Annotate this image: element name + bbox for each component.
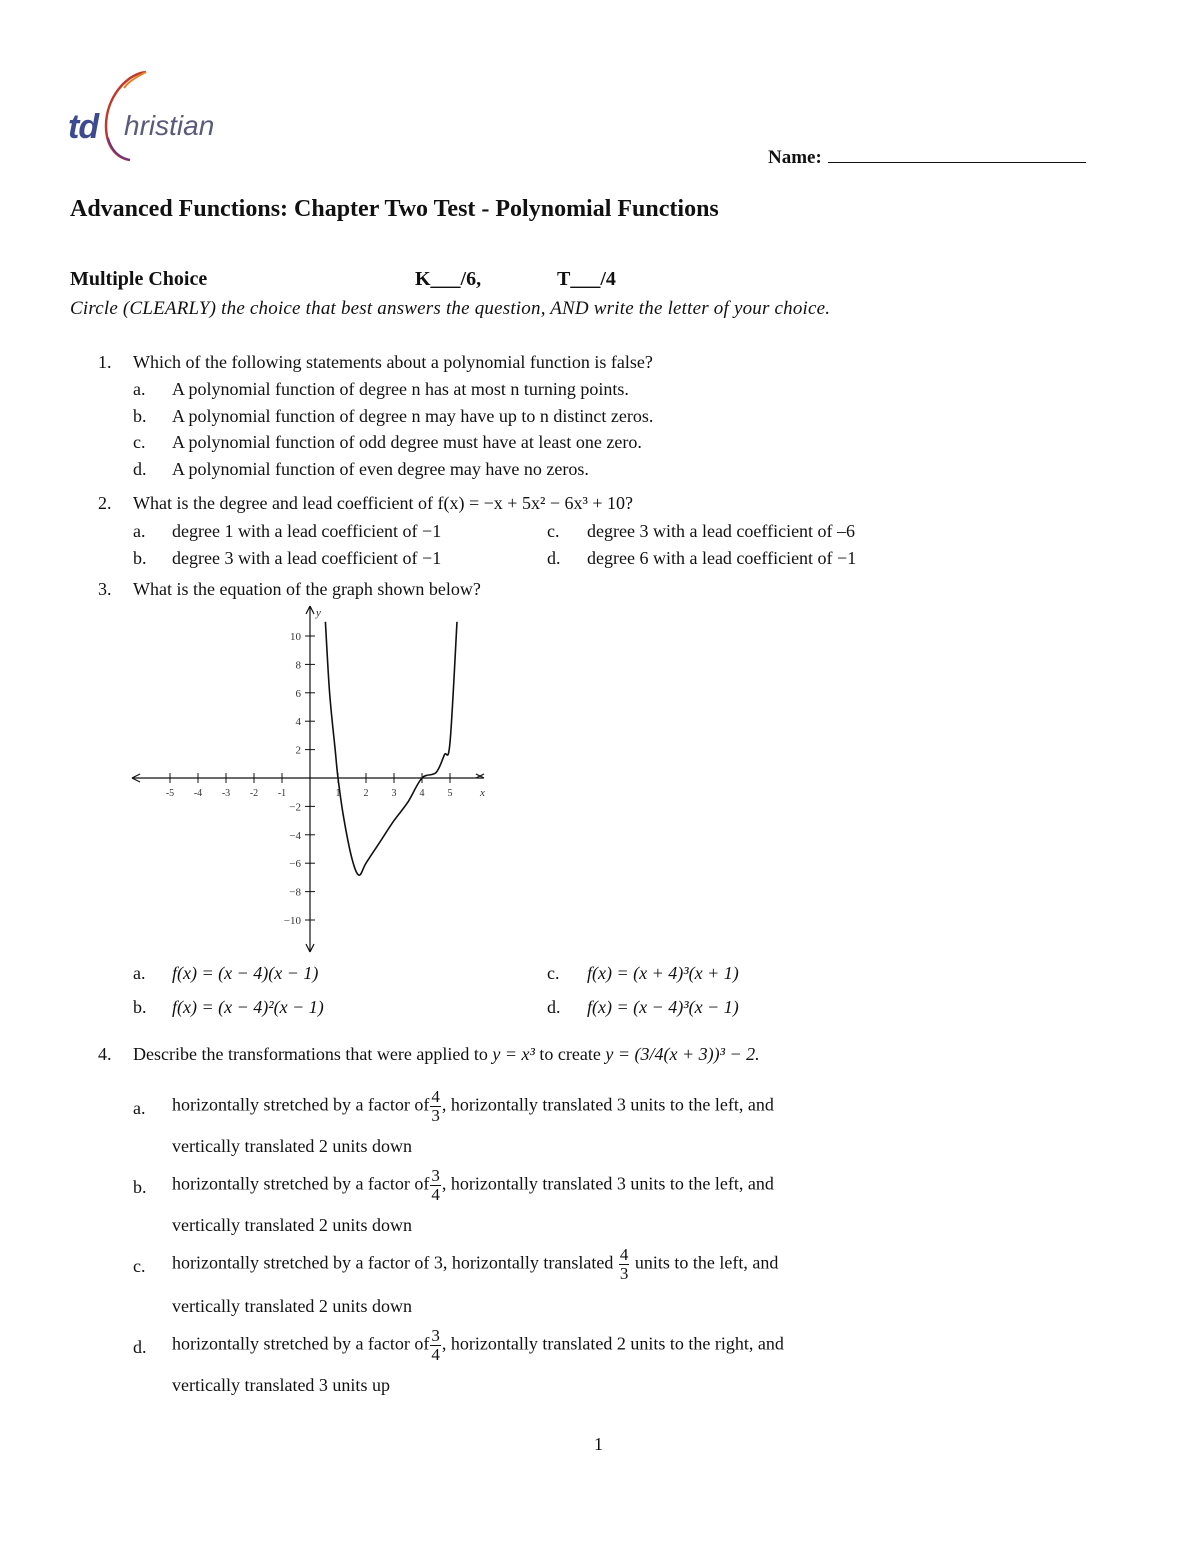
option-text: degree 3 with a lead coefficient of −1 bbox=[172, 548, 442, 568]
option-letter[interactable]: c. bbox=[133, 1256, 146, 1276]
option-text: A polynomial function of degree n has at most n turning points. bbox=[172, 379, 629, 399]
instructions: Circle (CLEARLY) the choice that best answers the question, AND write the letter of your choice. bbox=[70, 298, 831, 319]
x-axis-label: x bbox=[480, 787, 485, 799]
option-letter[interactable]: b. bbox=[133, 1177, 147, 1197]
option-text: degree 3 with a lead coefficient of –6 bbox=[587, 521, 856, 541]
option-letter[interactable]: d. bbox=[547, 548, 561, 568]
option-text: f(x) = (x − 4)³(x − 1) bbox=[587, 997, 739, 1017]
y-tick-label: 10 bbox=[290, 631, 301, 643]
name-field[interactable] bbox=[768, 146, 1086, 169]
option-letter[interactable]: b. bbox=[133, 997, 147, 1017]
name-blank[interactable] bbox=[828, 146, 1086, 163]
x-tick-label: 4 bbox=[419, 788, 425, 799]
option-text: f(x) = (x − 4)²(x − 1) bbox=[172, 997, 324, 1017]
option-letter[interactable]: d. bbox=[547, 997, 561, 1017]
x-tick-label: 2 bbox=[363, 788, 369, 799]
option-text: horizontally stretched by a factor of 3, horizontally translated $\frac{4}{3}$ units to the left, and bbox=[172, 1245, 779, 1283]
option-letter[interactable]: a. bbox=[133, 1098, 146, 1118]
option-letter[interactable]: b. bbox=[133, 548, 147, 568]
question-3-options bbox=[0, 963, 1200, 1023]
option-text: horizontally stretched by a factor of $\frac{4}{3}$ , horizontally translated 3 units to the left, and bbox=[172, 1087, 774, 1125]
option-text: A polynomial function of even degree may have no zeros. bbox=[172, 459, 589, 479]
question-number: 1. bbox=[98, 352, 112, 372]
x-tick-label: 5 bbox=[447, 788, 453, 799]
option-text: vertically translated 3 units up bbox=[172, 1375, 390, 1395]
tdchristian-logo: td hristian bbox=[68, 68, 218, 164]
y-tick-label: 2 bbox=[295, 744, 301, 757]
fraction: $\frac{3}{4}$ bbox=[431, 1326, 440, 1364]
fraction: $\frac{4}{3}$ bbox=[619, 1245, 629, 1283]
k-score: K___/6, bbox=[415, 268, 482, 290]
option-letter[interactable]: d. bbox=[133, 459, 147, 479]
y-tick-label: −10 bbox=[283, 915, 301, 927]
x-tick-label: 3 bbox=[391, 788, 397, 799]
option-text: A polynomial function of odd degree must have at least one zero. bbox=[172, 432, 642, 452]
x-tick-label: -1 bbox=[277, 788, 287, 799]
question-1 bbox=[0, 352, 1200, 482]
option-letter[interactable]: a. bbox=[133, 379, 146, 399]
question-number: 4. bbox=[98, 1044, 112, 1064]
question-text: What is the degree and lead coefficient of f(x) = −x + 5x² − 6x³ + 10? bbox=[133, 493, 634, 513]
page-number: 1 bbox=[594, 1434, 603, 1454]
question-2 bbox=[0, 493, 1200, 573]
question-number: 2. bbox=[98, 493, 112, 513]
question-text: Describe the transformations that were applied to y = x³ to create y = (3/4(x + 3))³ − 2. bbox=[133, 1044, 760, 1064]
y-tick-label: 8 bbox=[295, 659, 301, 672]
polynomial-graph bbox=[128, 600, 498, 960]
option-text: f(x) = (x + 4)³(x + 1) bbox=[587, 963, 739, 983]
option-text: degree 1 with a lead coefficient of −1 bbox=[172, 521, 442, 541]
page-title: Advanced Functions: Chapter Two Test - Polynomial Functions bbox=[70, 196, 719, 222]
fraction: $\frac{3}{4}$ bbox=[431, 1166, 440, 1204]
x-tick-label: -5 bbox=[165, 788, 175, 799]
y-tick-label: 4 bbox=[295, 716, 301, 729]
question-4 bbox=[0, 1032, 1200, 1402]
option-letter[interactable]: a. bbox=[133, 963, 146, 983]
option-text: degree 6 with a lead coefficient of −1 bbox=[587, 548, 857, 568]
y-axis-label: y bbox=[316, 607, 321, 619]
option-text: horizontally stretched by a factor of $\frac{3}{4}$ , horizontally translated 2 units to the right, and bbox=[172, 1326, 784, 1364]
y-tick-label: −2 bbox=[289, 801, 301, 814]
fraction: $\frac{4}{3}$ bbox=[431, 1087, 440, 1125]
t-score: T___/4 bbox=[557, 268, 616, 290]
name-label: Name: bbox=[768, 147, 822, 168]
y-tick-label: 6 bbox=[295, 687, 301, 700]
y-tick-label: −8 bbox=[289, 886, 301, 899]
section-label: Multiple Choice bbox=[70, 268, 208, 290]
x-tick-label: -2 bbox=[249, 788, 259, 799]
option-letter[interactable]: c. bbox=[133, 432, 146, 452]
x-tick-label: 1 bbox=[335, 788, 341, 799]
option-letter[interactable]: a. bbox=[133, 521, 146, 541]
question-text: What is the equation of the graph shown below? bbox=[133, 579, 481, 599]
question-number: 3. bbox=[98, 579, 112, 599]
option-letter[interactable]: c. bbox=[547, 963, 560, 983]
option-letter[interactable]: c. bbox=[547, 521, 560, 541]
option-text: f(x) = (x − 4)(x − 1) bbox=[172, 963, 319, 983]
y-tick-label: −6 bbox=[289, 858, 301, 871]
x-tick-label: -3 bbox=[221, 788, 231, 799]
y-tick-label: −4 bbox=[289, 829, 301, 842]
option-letter[interactable]: d. bbox=[133, 1337, 147, 1357]
option-text: vertically translated 2 units down bbox=[172, 1215, 412, 1235]
graph-curve bbox=[325, 622, 457, 875]
option-text: horizontally stretched by a factor of $\frac{3}{4}$ , horizontally translated 3 units to the left, and bbox=[172, 1166, 774, 1204]
option-text: A polynomial function of degree n may have up to n distinct zeros. bbox=[172, 406, 654, 426]
option-letter[interactable]: b. bbox=[133, 406, 147, 426]
question-text: Which of the following statements about a polynomial function is false? bbox=[133, 352, 653, 372]
option-text: vertically translated 2 units down bbox=[172, 1296, 412, 1316]
option-text: vertically translated 2 units down bbox=[172, 1136, 412, 1156]
x-tick-label: -4 bbox=[193, 788, 203, 799]
